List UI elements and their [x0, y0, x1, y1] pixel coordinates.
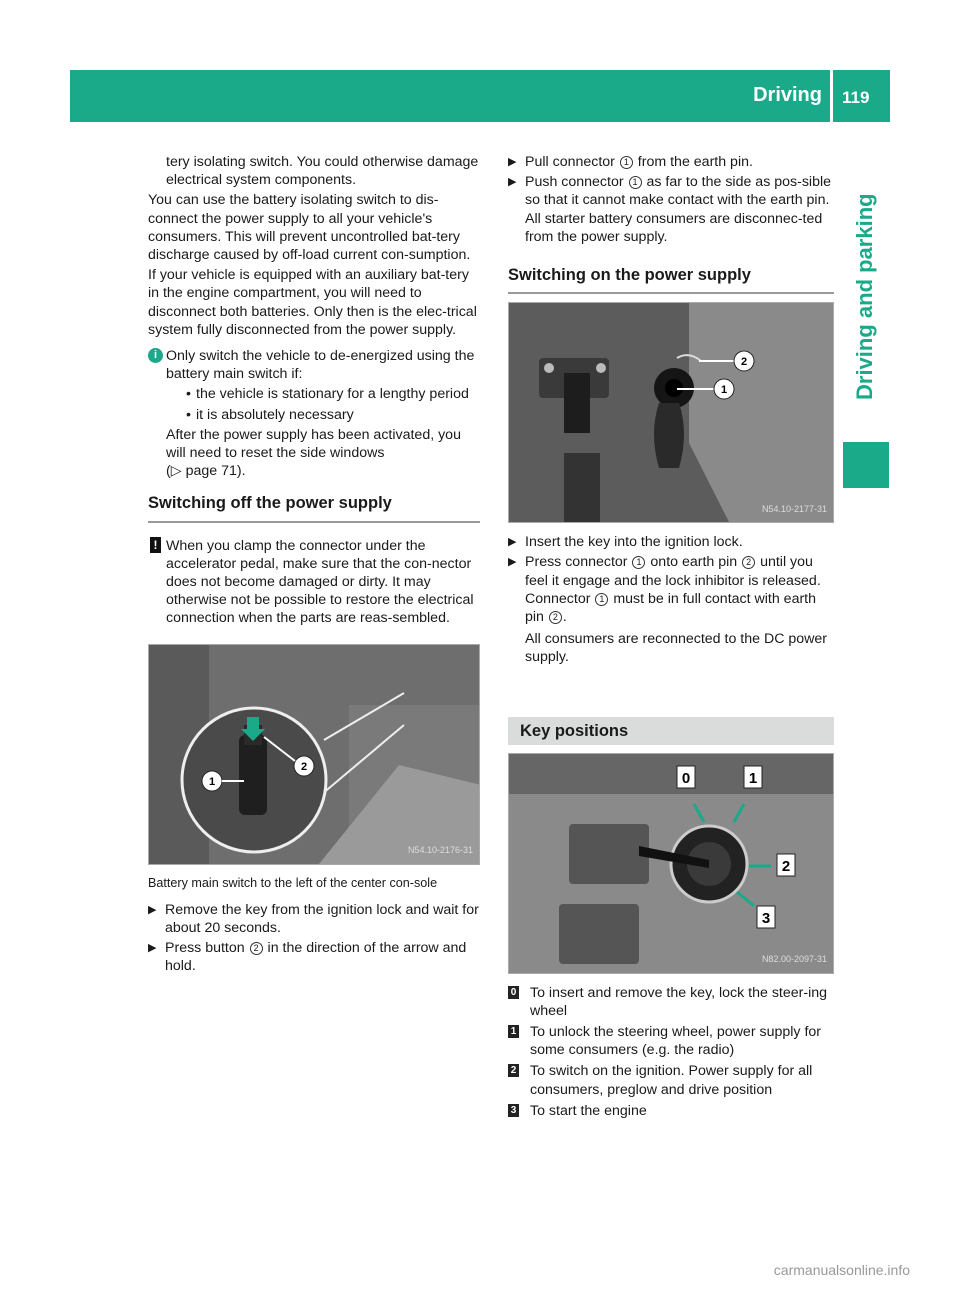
footer-watermark: carmanualsonline.info	[773, 1262, 910, 1278]
battery-switch-illustration	[149, 645, 480, 864]
warning-note	[148, 537, 480, 628]
key-positions-photo	[508, 753, 834, 974]
key-position-number: 2	[508, 1064, 519, 1077]
callout-number: 1	[629, 176, 642, 189]
arrow-icon: ▶	[148, 942, 157, 955]
key-position-number: 1	[508, 1025, 519, 1038]
section-title: Driving	[753, 84, 822, 106]
earth-pin-illustration	[509, 303, 834, 522]
heading-key-positions: Key positions	[508, 717, 834, 745]
paragraph-isolating-switch: You can use the battery isolating switch to dis-connect the power supply to all your vehicle's consumers. This will prevent uncontrolled bat-tery discharge caused by off-load current con-sumption.	[148, 192, 471, 264]
instruction-step: ▶ Press connector 1 onto earth pin 2 until you feel it engage and the lock inhibitor is released. Connector 1 must be in full contact with earth pin 2 . All consumers are reconnected to the DC power supply.	[508, 553, 834, 666]
key-position-item: 1 To unlock the steering wheel, power supply for some consumers (e.g. the radio)	[508, 1023, 834, 1059]
instruction-result: All consumers are reconnected to the DC power supply.	[525, 631, 828, 666]
svg-text:1: 1	[748, 769, 758, 787]
instruction-step: ▶ Remove the key from the ignition lock and wait for about 20 seconds.	[148, 901, 479, 936]
list-item: • it is absolutely necessary	[186, 406, 354, 423]
instruction-step: ▶ Insert the key into the ignition lock.	[508, 534, 743, 551]
list-item: • the vehicle is stationary for a lengthy period	[186, 386, 469, 403]
header-separator	[830, 70, 833, 122]
key-position-number: 3	[508, 1104, 519, 1117]
figure-code: N54.10-2176-31	[407, 845, 473, 856]
info-icon: i	[148, 348, 163, 363]
svg-text:0: 0	[681, 769, 691, 787]
battery-switch-photo	[148, 644, 480, 865]
svg-text:1: 1	[720, 384, 728, 397]
side-tab-marker	[843, 442, 889, 488]
arrow-icon: ▶	[508, 156, 517, 168]
heading-switching-on: Switching on the power supply	[508, 266, 834, 294]
key-position-number: 0	[508, 986, 519, 999]
callout-number: 1	[632, 556, 645, 569]
callout-number: 2	[250, 942, 263, 955]
info-note	[148, 347, 480, 480]
note-text: Only switch the vehicle to de-energized using the battery main switch if:	[166, 348, 475, 383]
heading-switching-off: Switching off the power supply	[148, 494, 480, 522]
arrow-icon: ▶	[508, 176, 517, 189]
earth-pin-photo	[508, 302, 834, 523]
key-position-item: 2 To switch on the ignition. Power supply for all consumers, preglow and drive position	[508, 1062, 834, 1098]
arrow-icon: ▶	[508, 556, 517, 569]
ignition-lock-illustration	[509, 754, 834, 973]
paragraph-auxiliary-battery: If your vehicle is equipped with an auxiliary bat-tery in the engine compartment, you will need to disconnect both batteries. Only then is the elec-trical system fully disconnected from the power supply.	[148, 267, 477, 338]
callout-number: 2	[549, 611, 562, 624]
instruction-step: ▶ Push connector 1 as far to the side as pos-sible so that it cannot make contact with the earth pin. All starter battery consumers are disconnec-ted from the power supply.	[508, 173, 834, 246]
callout-number: 2	[742, 556, 755, 569]
callout-number: 1	[620, 156, 633, 169]
svg-text:3: 3	[761, 909, 771, 927]
svg-text:2: 2	[300, 760, 308, 773]
instruction-step: ▶ Press button 2 in the direction of the arrow and hold.	[148, 940, 467, 975]
warning-icon: !	[150, 537, 161, 553]
svg-text:2: 2	[781, 857, 791, 875]
left-column	[148, 153, 480, 977]
page-number: 119	[842, 88, 870, 107]
key-position-item: 0 To insert and remove the key, lock the steer-ing wheel	[508, 984, 834, 1020]
svg-text:2: 2	[740, 356, 748, 369]
side-tab-label: Driving and parking	[852, 193, 877, 400]
instruction-result: All starter battery consumers are disconnec-ted from the power supply.	[525, 210, 823, 245]
arrow-icon: ▶	[148, 903, 157, 916]
page-reference-link[interactable]: (▷ page 71).	[166, 463, 246, 480]
svg-text:1: 1	[208, 775, 216, 788]
key-position-item: 3 To start the engine	[508, 1102, 834, 1120]
figure-caption: Battery main switch to the left of the center con-sole	[148, 875, 438, 890]
warning-text: When you clamp the connector under the accelerator pedal, make sure that the con-nector does not become damaged or dirty. It may otherwise not be possible to restore the electrical connection when the parts are reas-sembled.	[166, 537, 474, 627]
note-after: After the power supply has been activated, you will need to reset the side windows	[166, 426, 461, 462]
callout-number: 1	[595, 593, 608, 606]
figure-code: N54.10-2177-31	[761, 504, 827, 515]
right-column	[508, 153, 834, 1123]
figure-code: N82.00-2097-31	[761, 954, 827, 965]
instruction-step: ▶ Pull connector 1 from the earth pin.	[508, 154, 753, 170]
paragraph-continued: tery isolating switch. You could otherwise damage electrical system components.	[166, 154, 479, 189]
arrow-icon: ▶	[508, 536, 517, 549]
